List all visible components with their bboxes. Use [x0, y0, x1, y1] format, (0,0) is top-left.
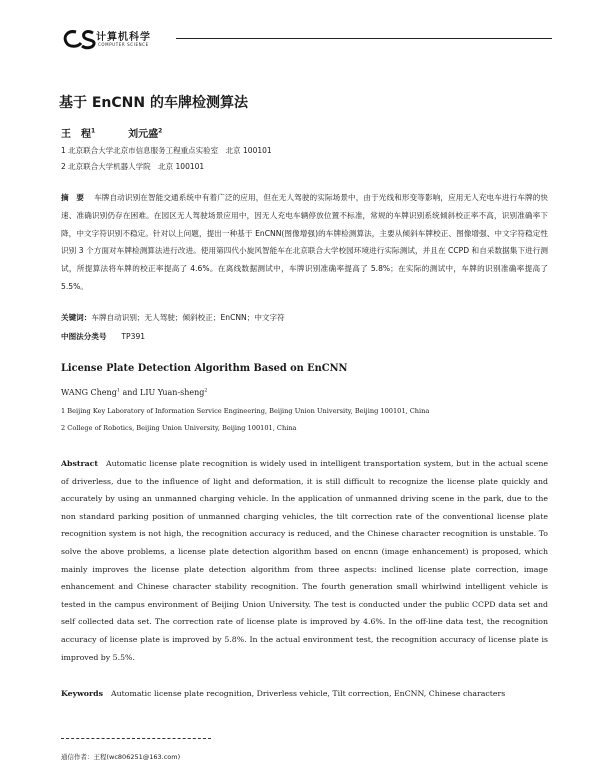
authors-en [61, 388, 207, 397]
abstract-en-text: Automatic license plate recognition is widely used in intelligent transportation system, but in the actual scene of driverless, due to the influence of light and deformation, it is still difficult to recognize the license plate quickly and accurately by using an unmanned charging vehicle. In the application of unmanned driving scene in the park, due to the non standard parking position of unmanned charging vehicles, the tilt correction rate of the conventional license plate recognition system is not high, the recognition accuracy is reduced, and the Chinese character recognition is unstable. To solve the above problems, a license plate detection algorithm based on encnn (image enhancement) is proposed, which mainly improves the license plate detection algorithm from three aspects: inclined license plate correction, image enhancement and Chinese character stability recognition. The fourth generation small whirlwind intelligent vehicle is tested in the campus environment of Beijing Union University. The test is conducted under the public CCPD data set and self collected data set. The correction rate of license plate is improved by 4.6%. In the off-line data test, the recognition accuracy of license plate is improved by 5.8%. In the actual environment test, the recognition accuracy of license plate is improved by 5.5%. [61, 459, 548, 662]
author-affiliation-mark: 2 [158, 127, 163, 135]
paper-title-cn: 基于 EnCNN 的车牌检测算法 [59, 95, 248, 111]
keywords-cn-label: 关键词： [61, 313, 92, 322]
footnote-rule [61, 738, 211, 739]
journal-logo-icon [62, 28, 98, 50]
journal-name-en: COMPUTER SCIENCE [98, 42, 149, 47]
abstract-en-label: Abstract [61, 459, 99, 468]
authors-cn [61, 125, 162, 140]
affiliation-cn-2: 2 北京联合大学机器人学院 北京 100101 [61, 162, 205, 171]
affiliation-cn-1: 1 北京联合大学北京市信息服务工程重点实验室 北京 100101 [61, 146, 272, 155]
author-name: 刘元盛 [128, 129, 159, 140]
author-affiliation-mark: 1 [91, 127, 96, 135]
classification-value: TP391 [121, 332, 146, 341]
affiliation-en-2: 2 College of Robotics, Beijing Union University, Beijing 100101, China [61, 424, 297, 432]
journal-header [56, 24, 552, 54]
keywords-en [61, 689, 505, 698]
abstract-cn-text: 车牌自动识别在智能交通系统中有着广泛的应用，但在无人驾驶的实际场景中，由于光线和形变等影响，应用无人充电车进行车牌的快速、准确识别仍存在困难。在园区无人驾驶场景应用中，因无人充电车辆停放位置不标准，常规的车牌识别系统倾斜校正率不高，识别准确率下降，中文字符识别不稳定。针对以上问题，提出一种基于 EnCNN(图像增强)的车牌检测算法，主要从倾斜车牌校正、图像增强、中文字符稳定性识别 3 个方面对车牌检测算法进行改进。使用第四代小旋风智能车在北京联合大学校园环境进行实际测试，并且在 CCPD 和自采数据集下进行测试，所提算法将车牌的校正率提高了 4.6%。在离线数据测试中，车牌识别准确率提高了 5.8%；在实际的测试中，车牌的识别准确率提高了 5.5%。 [61, 193, 549, 291]
paper-title-en: License Plate Detection Algorithm Based on EnCNN [61, 363, 348, 374]
author-name: LIU Yuan-sheng [140, 388, 205, 397]
author-name: WANG Cheng [61, 388, 117, 397]
author-affiliation-mark: 1 [116, 388, 120, 394]
keywords-en-text: Automatic license plate recognition, Driverless vehicle, Tilt correction, EnCNN, Chinese characters [110, 689, 506, 698]
abstract-en [61, 455, 548, 666]
author-affiliation-mark: 2 [204, 388, 208, 394]
affiliation-en-1: 1 Beijing Key Laboratory of Information Service Engineering, Beijing Union University, Beijing 100101, China [61, 407, 430, 415]
author-joiner: and [122, 388, 138, 397]
keywords-cn [61, 312, 285, 323]
abstract-cn [61, 189, 548, 296]
keywords-en-label: Keywords [61, 689, 103, 698]
journal-name-cn: 计算机科学 [96, 32, 151, 43]
classification-label: 中图法分类号 [61, 332, 107, 341]
keywords-cn-text: 车牌自动识别；无人驾驶；倾斜校正；EnCNN；中文字符 [91, 313, 285, 322]
classification-cn [61, 331, 145, 342]
abstract-cn-label: 摘 要 [61, 193, 85, 202]
corresponding-author-footnote: 通信作者：王程(wc806251@163.com) [61, 753, 181, 761]
header-rule [176, 38, 552, 39]
author-name: 王 程 [61, 129, 91, 140]
